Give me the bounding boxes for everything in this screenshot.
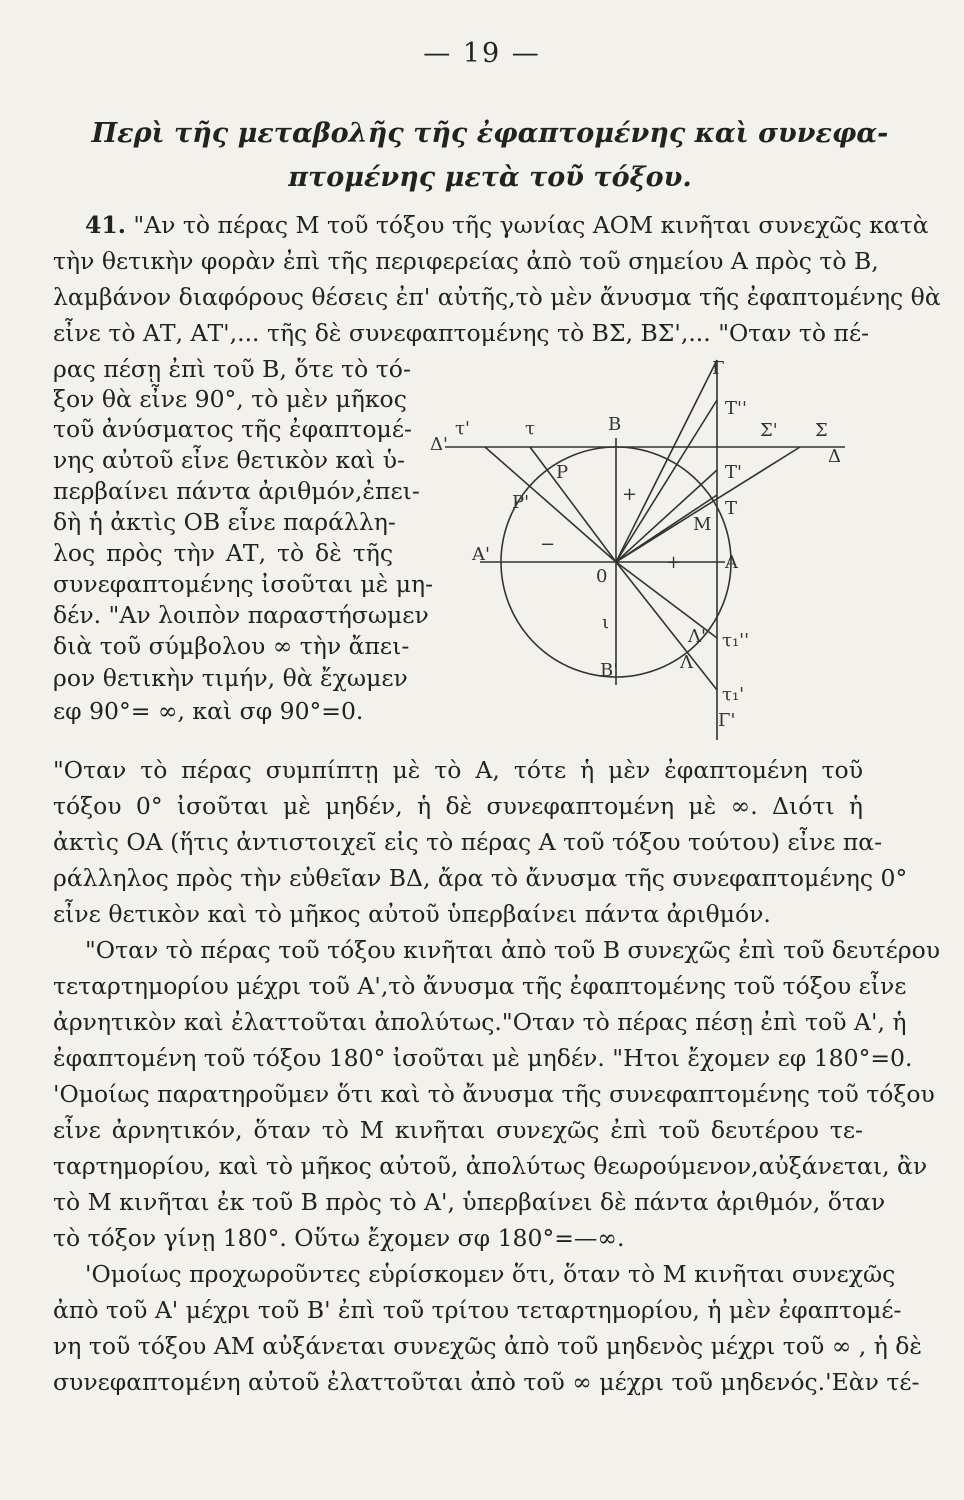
text-line: ἀπὸ τοῦ Α' μέχρι τοῦ Β' ἐπὶ τοῦ τρίτου τεταρτημορίου, ἡ μὲν ἐφαπτομέ- — [53, 1296, 902, 1324]
text-line: δέν. "Αν λοιπὸν παραστήσωμεν — [53, 601, 429, 629]
text-line: ταρτημορίου, καὶ τὸ μῆκος αὐτοῦ, ἀπολύτως θεωρούμενον,αὐξάνεται, ἂν — [53, 1152, 928, 1180]
label-m: Μ — [693, 514, 712, 535]
heading-line: Περὶ τῆς μεταβολῆς τῆς ἐφαπτομένης καὶ συνεφα- — [91, 118, 889, 149]
label-minus: − — [540, 534, 556, 555]
text-line: ἀρνητικὸν καὶ ἐλαττοῦται ἀπολύτως."Οταν τὸ πέρας πέσῃ ἐπὶ τοῦ Α', ἡ — [53, 1008, 907, 1036]
text-line: ράλληλος πρὸς τὴν εὐθεῖαν ΒΔ, ἄρα τὸ ἄνυσμα τῆς συνεφαπτομένης 0° — [53, 864, 908, 892]
label-sigma: Σ — [815, 420, 828, 441]
text-line: εἶνε τὸ ΑΤ, ΑΤ',... τῆς δὲ συνεφαπτομένης τὸ ΒΣ, ΒΣ',... "Οταν τὸ πέ- — [53, 319, 870, 347]
text-line: εἶνε ἀρνητικόν, ὅταν τὸ Μ κινῆται συνεχῶς ἐπὶ τοῦ δευτέρου τε- — [53, 1116, 863, 1144]
label-t1: τ₁' — [722, 684, 745, 705]
text-line: περβαίνει πάντα ἀριθμόν,ἐπει- — [53, 477, 420, 505]
label-b: Β — [608, 414, 622, 435]
label-tau: τ — [525, 418, 535, 439]
text-line: συνεφαπτομένη αὐτοῦ ἐλαττοῦται ἀπὸ τοῦ ∞ μέχρι τοῦ μηδενός.'Εὰν τέ- — [53, 1368, 920, 1396]
text-line: λος πρὸς τὴν ΑΤ, τὸ δὲ τῆς — [53, 539, 393, 567]
text-line: τὸ Μ κινῆται ἐκ τοῦ Β πρὸς τὸ Α', ὑπερβαίνει δὲ πάντα ἀριθμόν, ὅταν — [53, 1188, 886, 1216]
text-line: ξον θὰ εἶνε 90°, τὸ μὲν μῆκος — [53, 385, 407, 413]
section-heading — [80, 112, 900, 200]
text-line: τεταρτημορίου μέχρι τοῦ Α',τὸ ἄνυσμα τῆς ἐφαπτομένης τοῦ τόξου εἶνε — [53, 972, 907, 1000]
text-line — [85, 207, 929, 243]
label-minus-bottom: ι — [602, 612, 610, 633]
label-rho1: Ρ' — [512, 492, 530, 513]
ray-sigma — [616, 447, 800, 562]
label-t1b: τ₁'' — [722, 630, 750, 651]
label-t1: Τ' — [725, 462, 742, 483]
label-tau1: τ' — [455, 418, 470, 439]
text-line: "Οταν τὸ πέρας τοῦ τόξου κινῆται ἀπὸ τοῦ Β συνεχῶς ἐπὶ τοῦ δευτέρου — [85, 936, 941, 964]
label-sigma1: Σ' — [760, 420, 778, 441]
label-rho: Ρ — [556, 462, 569, 483]
label-b1: Β' — [600, 660, 619, 681]
label-gamma1: Γ' — [718, 710, 736, 731]
trig-circle-figure — [420, 350, 860, 750]
text-line: 'Ομοίως παρατηροῦμεν ὅτι καὶ τὸ ἄνυσμα τῆς συνεφαπτομένης τοῦ τόξου — [53, 1080, 935, 1108]
label-a: Α — [725, 552, 738, 573]
label-gamma: Γ — [712, 358, 725, 379]
item-number: 41. — [85, 211, 126, 239]
text-line: νης αὐτοῦ εἶνε θετικὸν καὶ ὑ- — [53, 446, 405, 474]
text-line: νη τοῦ τόξου ΑΜ αὐξάνεται συνεχῶς ἀπὸ τοῦ μηδενὸς μέχρι τοῦ ∞ , ἡ δὲ — [53, 1332, 923, 1360]
label-delta: Δ — [828, 446, 841, 467]
text-line: τοῦ ἀνύσματος τῆς ἐφαπτομέ- — [53, 415, 412, 443]
text-line: συνεφαπτομένης ἰσοῦται μὲ μη- — [53, 570, 434, 598]
text-line: λαμβάνον διαφόρους θέσεις ἐπ' αὐτῆς,τὸ μὲν ἄνυσμα τῆς ἐφαπτομένης θὰ — [53, 283, 941, 311]
label-lambda1: Λ' — [688, 626, 706, 647]
text-line: "Οταν τὸ πέρας συμπίπτῃ μὲ τὸ Α, τότε ἡ μὲν ἐφαπτομένη τοῦ — [53, 756, 863, 784]
text-line: ἀκτὶς ΟΑ (ἥτις ἀντιστοιχεῖ εἰς τὸ πέρας Α τοῦ τόξου τούτου) εἶνε πα- — [53, 828, 883, 856]
text-line: εἶνε θετικὸν καὶ τὸ μῆκος αὐτοῦ ὑπερβαίνει πάντα ἀριθμόν. — [53, 900, 771, 928]
text-line: ρας πέσῃ ἐπὶ τοῦ Β, ὅτε τὸ τό- — [53, 355, 411, 383]
label-t: Τ — [725, 498, 738, 519]
text-line: εφ 90°= ∞, καὶ σφ 90°=0. — [53, 697, 364, 725]
text-line: ἐφαπτομένη τοῦ τόξου 180° ἰσοῦται μὲ μηδέν. "Ητοι ἔχομεν εφ 180°=0. — [53, 1044, 913, 1072]
label-a1: Α' — [472, 544, 490, 565]
label-delta1: Δ' — [430, 434, 448, 455]
text-line: τὴν θετικὴν φορὰν ἐπὶ τῆς περιφερείας ἀπὸ τοῦ σημείου Α πρὸς τὸ Β, — [53, 247, 879, 275]
label-lambda: Λ — [680, 652, 693, 673]
label-o: 0 — [596, 566, 608, 587]
text-line: τόξου 0° ἰσοῦται μὲ μηδέν, ἡ δὲ συνεφαπτομένη μὲ ∞. Διότι ἡ — [53, 792, 863, 820]
text-line: ρον θετικὴν τιμήν, θὰ ἔχωμεν — [53, 664, 408, 692]
text-line: διὰ τοῦ σύμβολου ∞ τὴν ἄπει- — [53, 632, 410, 660]
text-span: "Αν τὸ πέρας Μ τοῦ τόξου τῆς γωνίας ΑΟΜ κινῆται συνεχῶς κατὰ — [133, 211, 929, 239]
page-number: — 19 — — [423, 38, 541, 69]
label-plus-top: + — [622, 484, 638, 505]
label-t2: Τ'' — [725, 398, 747, 419]
text-line: δὴ ἡ ἀκτὶς ΟΒ εἶνε παράλλη- — [53, 508, 396, 536]
text-line: τὸ τόξον γίνῃ 180°. Οὕτω ἔχομεν σφ 180°=—∞. — [53, 1224, 625, 1252]
ray-t2 — [616, 400, 717, 562]
heading-line: πτομένης μετὰ τοῦ τόξου. — [288, 162, 692, 193]
label-plus-right: + — [666, 552, 682, 573]
text-line: 'Ομοίως προχωροῦντες εὑρίσκομεν ὅτι, ὅταν τὸ Μ κινῆται συνεχῶς — [85, 1260, 896, 1288]
